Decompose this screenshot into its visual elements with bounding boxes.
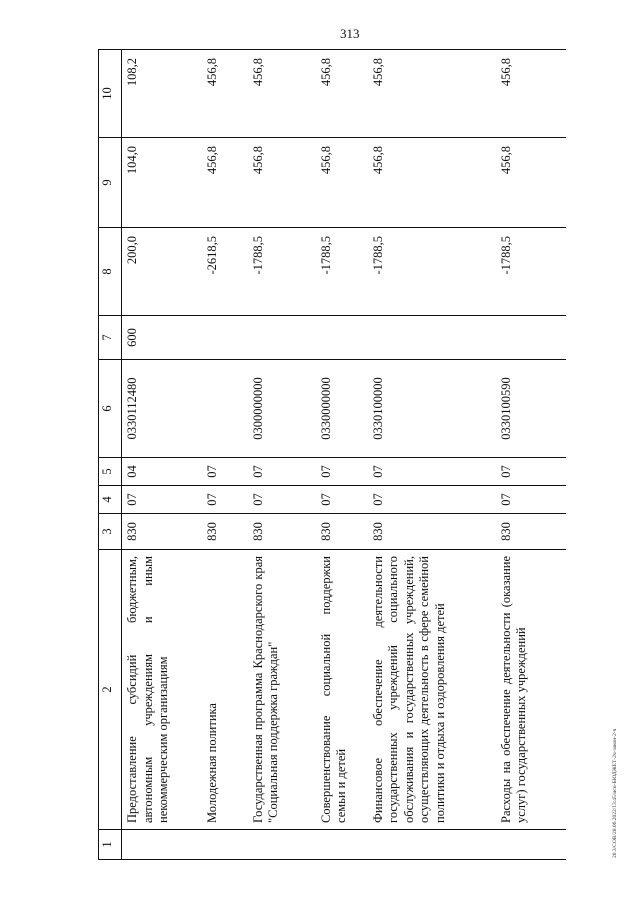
csr-code: 0330112480 — [122, 360, 202, 458]
header-cell: 7 — [99, 316, 122, 360]
row-number — [122, 830, 202, 860]
value-col8: -1788,5 — [496, 228, 566, 316]
table-row — [248, 50, 316, 860]
value-col8: -2618,5 — [202, 228, 248, 316]
header-cell: 2 — [99, 550, 122, 830]
rotated-page-content — [98, 50, 618, 860]
value-col8: -1788,5 — [248, 228, 316, 316]
item-name: Государственная программа Краснодарского края "Социальная поддержка граждан" — [248, 550, 316, 830]
value-col9: 104,0 — [122, 138, 202, 228]
item-name: Совершенствование социальной поддержки семьи и детей — [316, 550, 368, 830]
rz-code: 07 — [496, 486, 566, 514]
value-col10: 456,8 — [368, 50, 496, 138]
header-cell: 3 — [99, 514, 122, 550]
header-cell: 9 — [99, 138, 122, 228]
header-cell: 10 — [99, 50, 122, 138]
pr-code: 07 — [202, 458, 248, 486]
row-number — [368, 830, 496, 860]
vr-code — [316, 316, 368, 360]
page-number: 313 — [340, 26, 360, 41]
rz-code: 07 — [316, 486, 368, 514]
pr-code: 07 — [368, 458, 496, 486]
value-col10: 456,8 — [496, 50, 566, 138]
ved-code: 830 — [122, 514, 202, 550]
value-col9: 456,8 — [248, 138, 316, 228]
table-row — [202, 50, 248, 860]
item-name: Молодежная политика — [202, 550, 248, 830]
table-row — [122, 50, 202, 860]
vr-code — [496, 316, 566, 360]
pr-code: 07 — [496, 458, 566, 486]
ved-code: 830 — [316, 514, 368, 550]
header-cell: 1 — [99, 830, 122, 860]
ved-code: 830 — [368, 514, 496, 550]
vr-code — [202, 316, 248, 360]
value-col9: 456,8 — [368, 138, 496, 228]
vr-code — [248, 316, 316, 360]
ved-code: 830 — [248, 514, 316, 550]
csr-code: 0330100590 — [496, 360, 566, 458]
vr-code — [368, 316, 496, 360]
csr-code: 0330000000 — [316, 360, 368, 458]
value-col9: 456,8 — [316, 138, 368, 228]
row-number — [316, 830, 368, 860]
document-code: 20.3/CОВ/28.06.2022/13:45/исп-БЮДЖЕТ-2ч-закон-2-ч — [612, 728, 618, 858]
table-row — [368, 50, 496, 860]
budget-table — [98, 49, 566, 860]
value-col10: 456,8 — [248, 50, 316, 138]
value-col8: -1788,5 — [368, 228, 496, 316]
rz-code: 07 — [248, 486, 316, 514]
pr-code: 04 — [122, 458, 202, 486]
item-name: Предоставление субсидий бюджетным, автономным учреждениям и иным некоммерческим организациям — [122, 550, 202, 830]
value-col9: 456,8 — [496, 138, 566, 228]
pr-code: 07 — [248, 458, 316, 486]
value-col8: -1788,5 — [316, 228, 368, 316]
csr-code — [202, 360, 248, 458]
value-col9: 456,8 — [202, 138, 248, 228]
value-col10: 456,8 — [202, 50, 248, 138]
value-col8: 200,0 — [122, 228, 202, 316]
rz-code: 07 — [202, 486, 248, 514]
vr-code: 600 — [122, 316, 202, 360]
rz-code: 07 — [122, 486, 202, 514]
item-name: Финансовое обеспечение деятельности государственных учреждений социального обслуживания и государственных учреждений, осуществляющих деятельность в сфере семейной политики и отдыха и оздоровления детей — [368, 550, 496, 830]
value-col10: 108,2 — [122, 50, 202, 138]
value-col10: 456,8 — [316, 50, 368, 138]
header-row — [99, 50, 122, 860]
row-number — [496, 830, 566, 860]
rz-code: 07 — [368, 486, 496, 514]
csr-code: 0300000000 — [248, 360, 316, 458]
table-row — [496, 50, 566, 860]
item-name: Расходы на обеспечение деятельности (оказание услуг) государственных учреждений — [496, 550, 566, 830]
pr-code: 07 — [316, 458, 368, 486]
table-row — [316, 50, 368, 860]
header-cell: 5 — [99, 458, 122, 486]
row-number — [248, 830, 316, 860]
row-number — [202, 830, 248, 860]
ved-code: 830 — [496, 514, 566, 550]
header-cell: 4 — [99, 486, 122, 514]
header-cell: 6 — [99, 360, 122, 458]
csr-code: 0330100000 — [368, 360, 496, 458]
header-cell: 8 — [99, 228, 122, 316]
ved-code: 830 — [202, 514, 248, 550]
